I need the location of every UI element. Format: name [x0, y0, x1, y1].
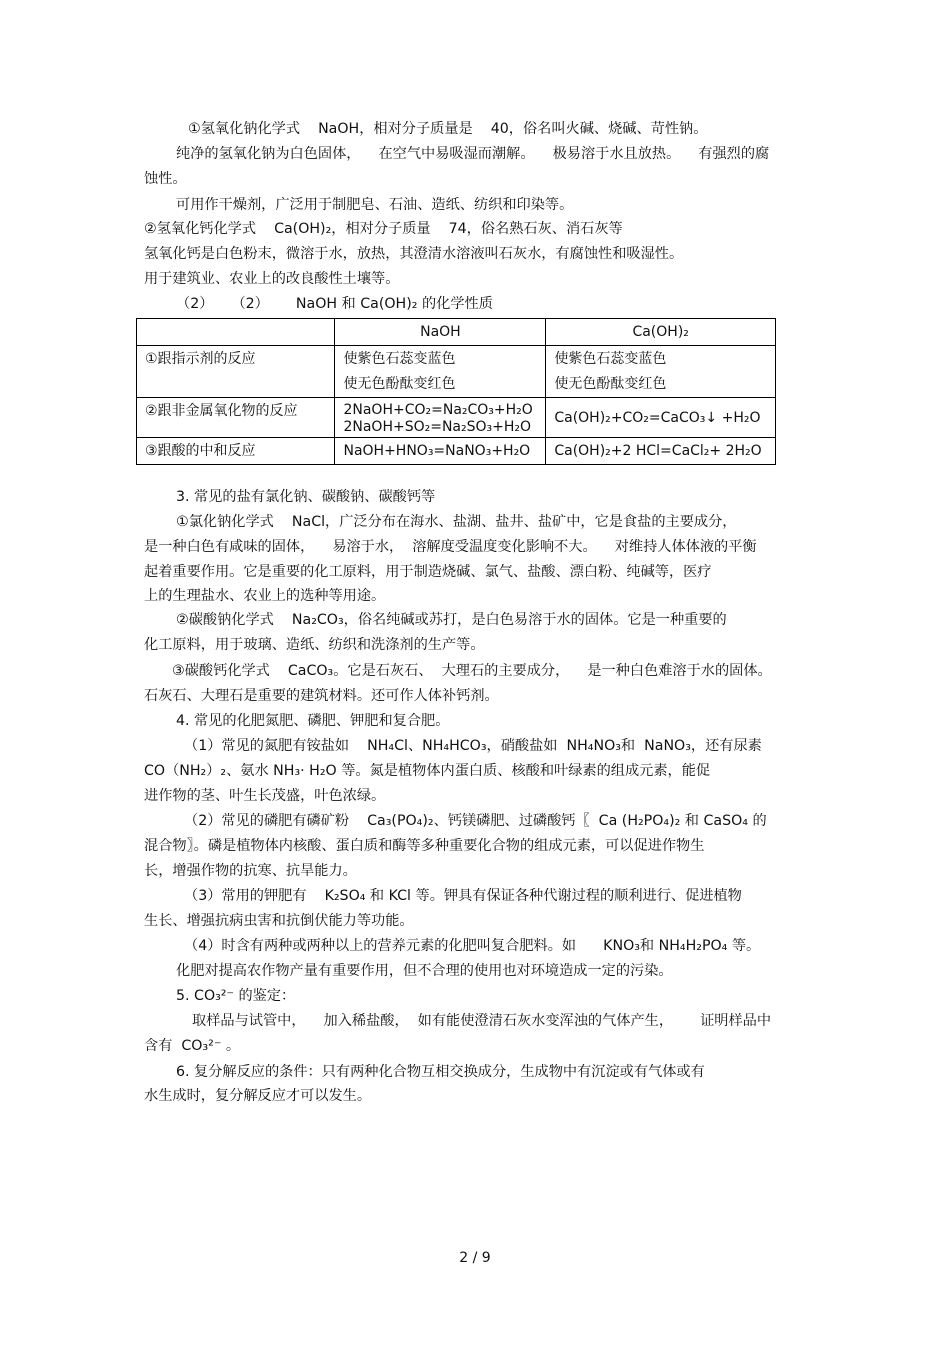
cell-line: 使无色酚酞变红色: [343, 376, 456, 392]
cell-line: 使无色酚酞变红色: [554, 376, 667, 392]
header-blank: [137, 319, 335, 346]
body-line-14: ②碳酸钠化学式 Na₂CO₃，俗名纯碱或苏打，是白色易溶于水的固体。它是一种重要的: [176, 612, 727, 628]
body-line-27: （4）时含有两种或两种以上的营养元素的化肥叫复合肥料。如 KNO₃和 NH₄H₂PO₄ 等。: [184, 938, 761, 954]
body-line-4: 可用作干燥剂，广泛用于制肥皂、石油、造纸、纺织和印染等。: [176, 197, 574, 213]
naoh-cell: [335, 398, 546, 438]
body-line-20: CO（NH₂）₂、氨水 NH₃· H₂O 等。氮是植物体内蛋白质、核酸和叶绿素的组成元素，能促: [144, 763, 711, 779]
body-line-13: 上的生理盐水、农业上的选种等用途。: [144, 588, 386, 604]
table-row: [137, 346, 776, 398]
body-line-22: （2）常见的磷肥有磷矿粉 Ca₃(PO₄)₂、钙镁磷肥、过磷酸钙〖 Ca (H₂PO₄)₂ 和 CaSO₄ 的: [184, 813, 767, 829]
section-heading-5: 5. CO₃²⁻ 的鉴定：: [176, 988, 296, 1004]
row-label: ①跟指示剂的反应: [137, 346, 335, 398]
cell-line: Ca(OH)₂+CO₂=CaCO₃↓ +H₂O: [554, 409, 761, 426]
body-line-1: ①氢氧化钠化学式 NaOH，相对分子质量是 40，俗名叫火碱、烧碱、苛性钠。: [188, 121, 708, 137]
body-line-28: 化肥对提高农作物产量有重要作用，但不合理的使用也对环境造成一定的污染。: [176, 963, 673, 979]
section-heading-3: 3. 常见的盐有氯化钠、碳酸钠、碳酸钙等: [176, 489, 436, 505]
body-line-31: 含有 CO₃²⁻ 。: [144, 1038, 241, 1054]
page-number: 2 / 9: [459, 1250, 491, 1266]
caoh-cell: [546, 398, 776, 438]
body-line-24: 长，增强作物的抗寒、抗旱能力。: [144, 863, 357, 879]
row-label: ③跟酸的中和反应: [137, 438, 335, 465]
body-line-23: 混合物〗。磷是植物体内核酸、蛋白质和酶等多种重要化合物的组成元素，可以促进作物生: [144, 838, 705, 854]
body-line-11: 是一种白色有咸味的固体， 易溶于水， 溶解度受温度变化影响不大。 对维持人体体液的平衡: [144, 539, 757, 555]
body-line-26: 生长、增强抗病虫害和抗倒伏能力等功能。: [144, 913, 414, 929]
row-label: ②跟非金属氧化物的反应: [137, 398, 335, 438]
section-heading-6: 6. 复分解反应的条件：只有两种化合物互相交换成分，生成物中有沉淀或有气体或有: [176, 1064, 705, 1080]
body-line-2: 纯净的氢氧化钠为白色固体， 在空气中易吸湿而潮解。 极易溶于水且放热。 有强烈的腐: [176, 146, 770, 162]
table-header-row: [137, 319, 776, 346]
body-line-25: （3）常用的钾肥有 K₂SO₄ 和 KCl 等。钾具有保证各种代谢过程的顺利进行、促进植物: [184, 888, 742, 904]
body-line-21: 进作物的茎、叶生长茂盛，叶色浓绿。: [144, 788, 386, 804]
header-naoh: NaOH: [335, 319, 546, 346]
caoh-cell: [546, 438, 776, 465]
cell-line: 使紫色石蕊变蓝色: [554, 351, 667, 367]
body-line-30: 取样品与试管中， 加入稀盐酸， 如有能使澄清石灰水变浑浊的气体产生， 证明样品中: [192, 1013, 772, 1029]
header-caoh: Ca(OH)₂: [546, 319, 776, 346]
section-heading-4: 4. 常见的化肥氮肥、磷肥、钾肥和复合肥。: [176, 713, 450, 729]
naoh-cell: [335, 346, 546, 398]
body-line-6: 氢氧化钙是白色粉末，微溶于水，放热，其澄清水溶液叫石灰水，有腐蚀性和吸湿性。: [144, 246, 684, 262]
body-line-33: 水生成时，复分解反应才可以发生。: [144, 1088, 372, 1104]
body-line-12: 起着重要作用。它是重要的化工原料，用于制造烧碱、氯气、盐酸、漂白粉、纯碱等，医疗: [144, 564, 712, 580]
body-line-3: 蚀性。: [144, 171, 187, 187]
chemical-properties-table: [136, 318, 776, 465]
cell-line: 使紫色石蕊变蓝色: [343, 351, 456, 367]
body-line-10: ①氯化钠化学式 NaCl，广泛分布在海水、盐湖、盐井、盐矿中，它是食盐的主要成分，: [176, 514, 737, 530]
body-line-15: 化工原料，用于玻璃、造纸、纺织和洗涤剂的生产等。: [144, 637, 485, 653]
cell-line: NaOH+HNO₃=NaNO₃+H₂O: [343, 443, 531, 459]
naoh-cell: [335, 438, 546, 465]
cell-line: Ca(OH)₂+2 HCl=CaCl₂+ 2H₂O: [554, 443, 762, 459]
cell-line: 2NaOH+CO₂=Na₂CO₃+H₂O: [343, 402, 533, 418]
table-row: [137, 438, 776, 465]
body-line-17: 石灰石、大理石是重要的建筑材料。还可作人体补钙剂。: [144, 688, 499, 704]
body-line-5: ②氢氧化钙化学式 Ca(OH)₂，相对分子质量 74，俗名熟石灰、消石灰等: [144, 221, 623, 237]
cell-line: 2NaOH+SO₂=Na₂SO₃+H₂O: [343, 419, 532, 435]
body-line-7: 用于建筑业、农业上的改良酸性土壤等。: [144, 271, 400, 287]
table-row: [137, 398, 776, 438]
caoh-cell: [546, 346, 776, 398]
body-line-19: （1）常见的氮肥有铵盐如 NH₄Cl、NH₄HCO₃，硝酸盐如 NH₄NO₃和 NaNO₃，还有尿素: [184, 738, 762, 754]
table-caption: （2） （2） NaOH 和 Ca(OH)₂ 的化学性质: [176, 296, 493, 312]
body-line-16: ③碳酸钙化学式 CaCO₃。它是石灰石、 大理石的主要成分， 是一种白色难溶于水的固体。: [172, 663, 772, 679]
